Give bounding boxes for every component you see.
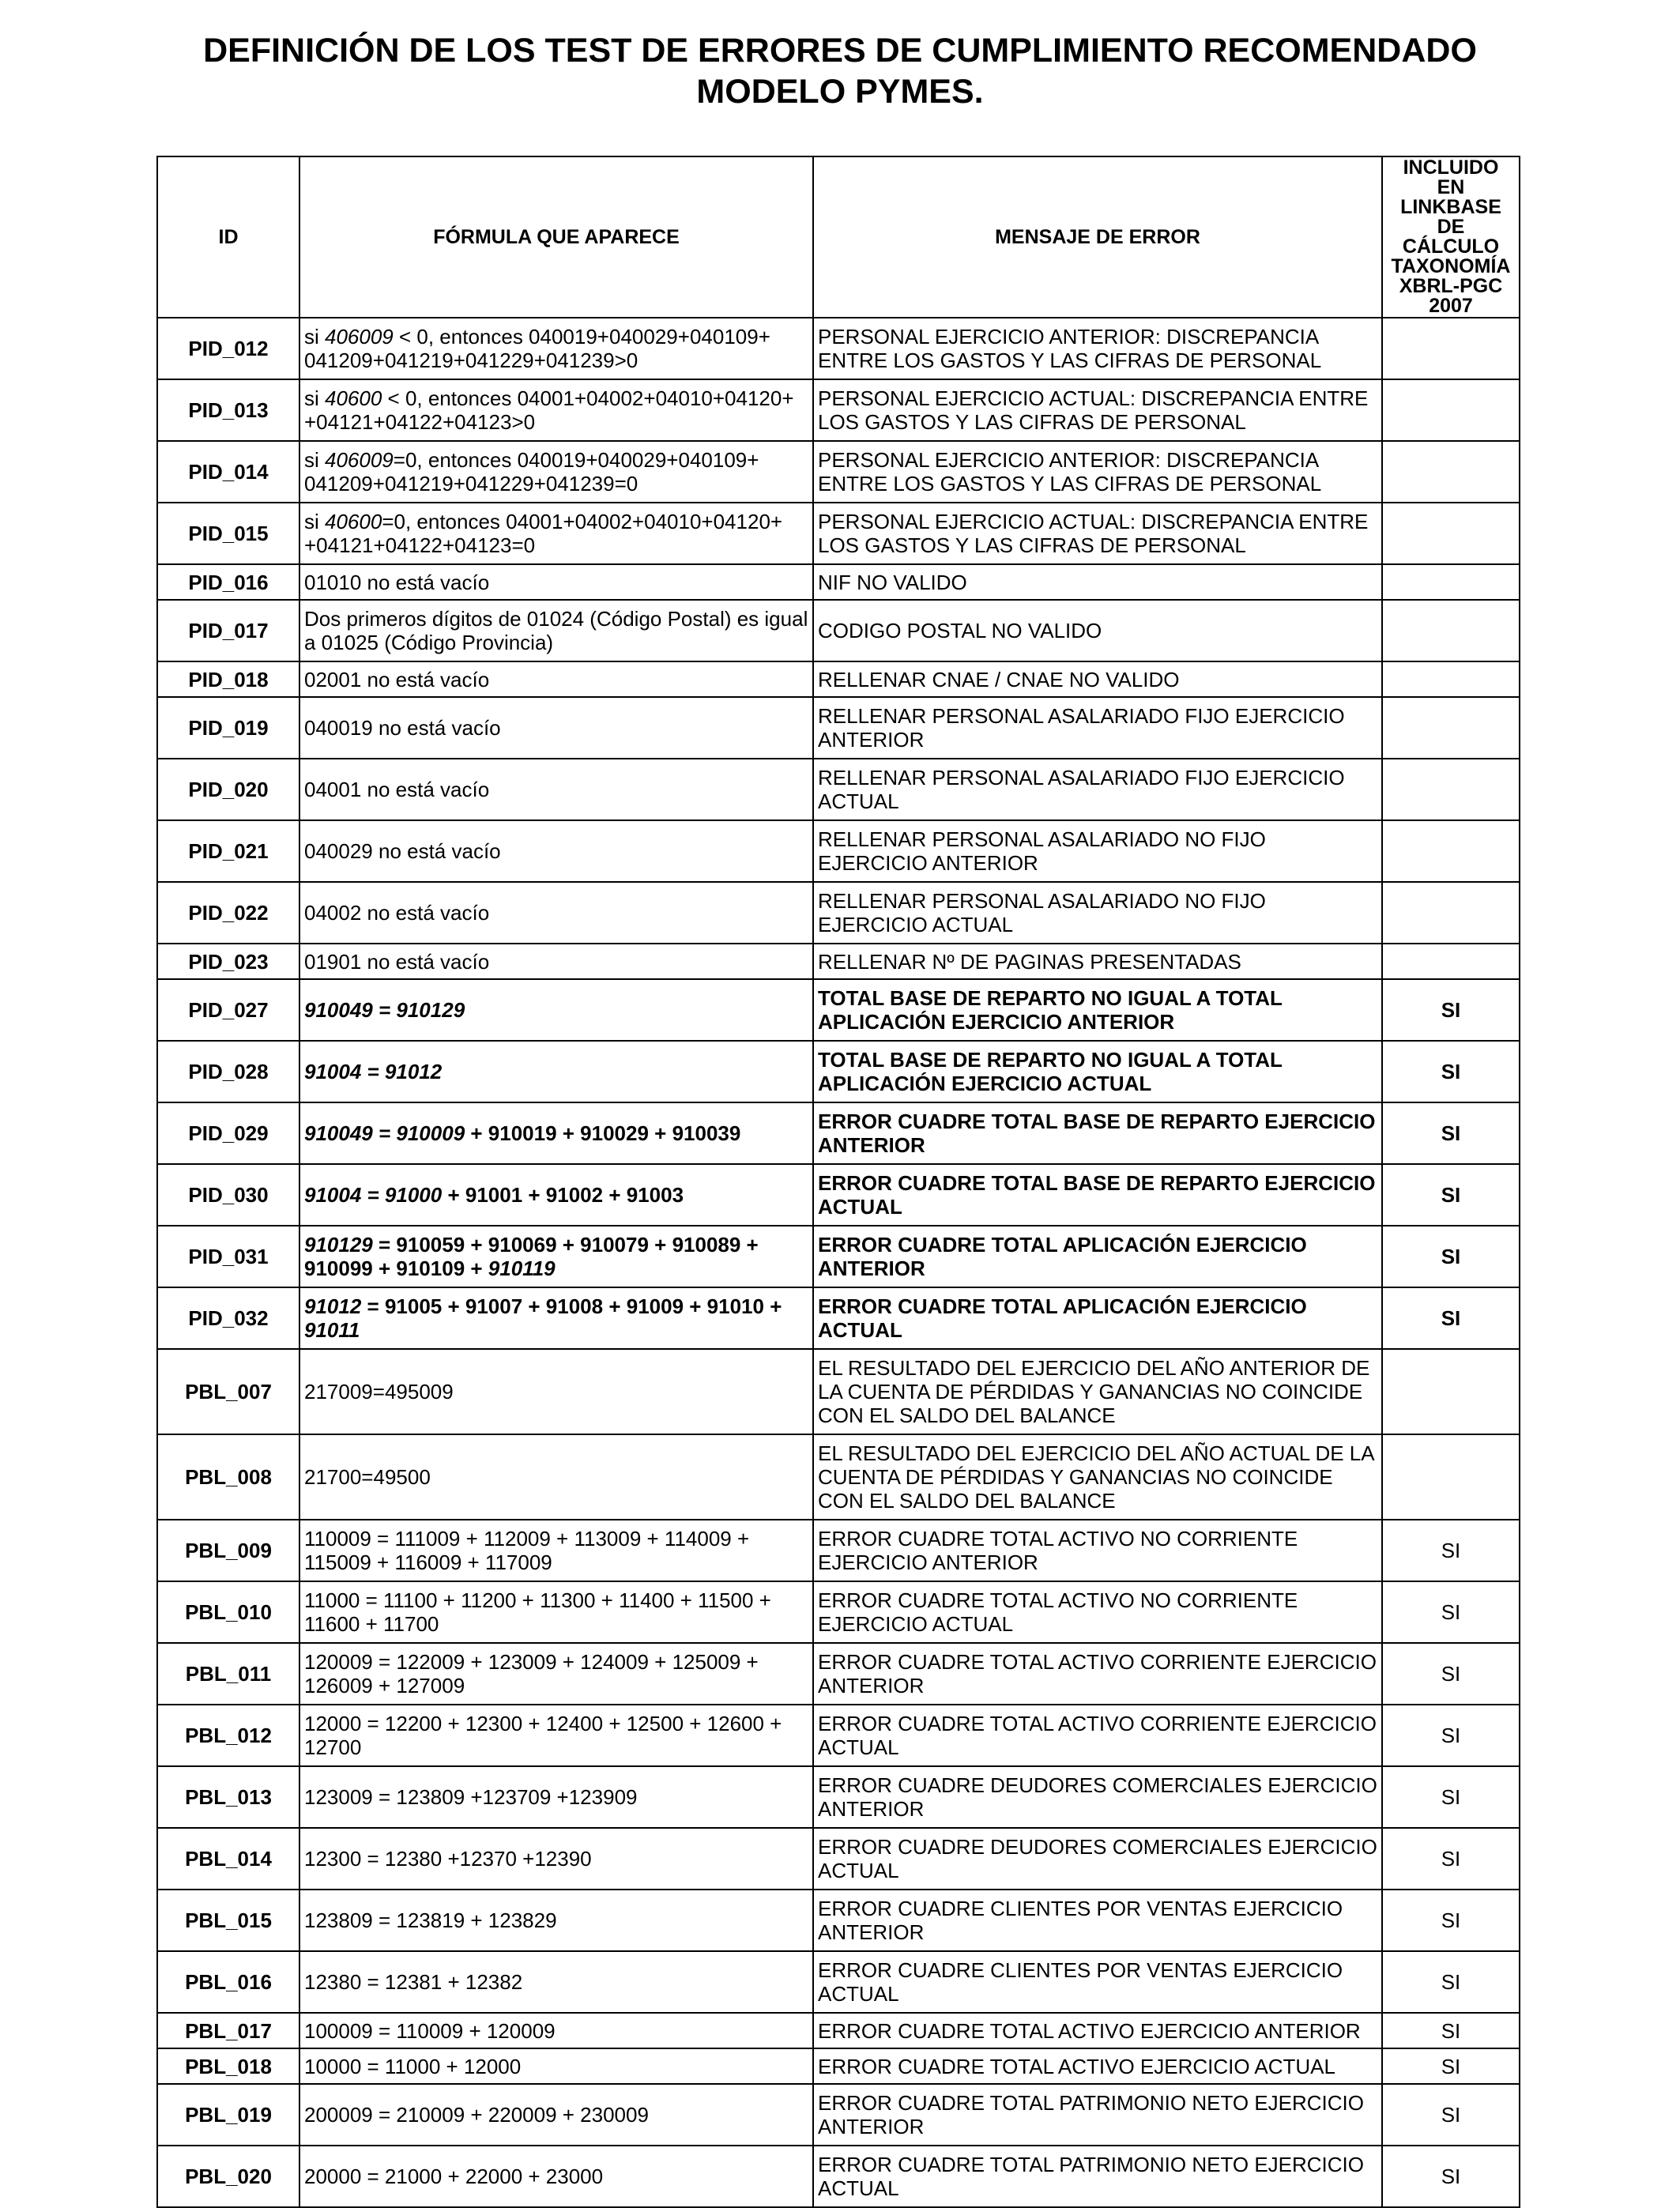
cell-id: PID_023	[157, 944, 299, 979]
cell-id: PBL_008	[157, 1434, 299, 1520]
header-incluido-line: CÁLCULO	[1402, 235, 1500, 258]
cell-mensaje: ERROR CUADRE TOTAL BASE DE REPARTO EJERCICIO ANTERIOR	[813, 1102, 1382, 1164]
error-tests-table	[156, 156, 1520, 2208]
formula-segment: 910049 = 910129	[304, 998, 465, 1022]
cell-incluido: SI	[1382, 1766, 1520, 1828]
cell-id: PID_027	[157, 979, 299, 1041]
cell-formula	[299, 944, 813, 979]
cell-formula	[299, 1226, 813, 1287]
cell-formula	[299, 2146, 813, 2207]
cell-formula	[299, 564, 813, 600]
table-row	[157, 1766, 1520, 1828]
cell-incluido	[1382, 600, 1520, 661]
cell-mensaje: ERROR CUADRE TOTAL APLICACIÓN EJERCICIO ANTERIOR	[813, 1226, 1382, 1287]
cell-mensaje: ERROR CUADRE TOTAL PATRIMONIO NETO EJERCICIO ANTERIOR	[813, 2084, 1382, 2146]
table-row	[157, 441, 1520, 503]
table-row	[157, 759, 1520, 820]
header-id: ID	[157, 156, 299, 318]
cell-mensaje: CODIGO POSTAL NO VALIDO	[813, 600, 1382, 661]
header-incluido-line: TAXONOMÍA	[1391, 255, 1511, 277]
table-row	[157, 661, 1520, 697]
formula-segment: 217009=495009	[304, 1380, 454, 1404]
cell-formula	[299, 1828, 813, 1890]
cell-incluido	[1382, 820, 1520, 882]
cell-mensaje: ERROR CUADRE TOTAL APLICACIÓN EJERCICIO ACTUAL	[813, 1287, 1382, 1349]
formula-segment: 12300 = 12380 +12370 +12390	[304, 1847, 592, 1871]
table-row	[157, 1434, 1520, 1520]
cell-id: PBL_017	[157, 2013, 299, 2048]
cell-formula	[299, 1581, 813, 1643]
cell-formula	[299, 2048, 813, 2084]
cell-id: PBL_019	[157, 2084, 299, 2146]
cell-id: PBL_015	[157, 1890, 299, 1951]
cell-formula	[299, 1434, 813, 1520]
cell-id: PID_031	[157, 1226, 299, 1287]
header-incluido-line: LINKBASE DE	[1400, 196, 1501, 238]
table-row	[157, 2013, 1520, 2048]
formula-segment: si	[304, 510, 325, 533]
formula-segment: 100009 = 110009 + 120009	[304, 2018, 556, 2043]
formula-segment: = 910059 + 910069 + 910079 + 910089 + 910099 + 910109 +	[304, 1233, 759, 1280]
cell-mensaje: EL RESULTADO DEL EJERCICIO DEL AÑO ANTERIOR DE LA CUENTA DE PÉRDIDAS Y GANANCIAS NO COINCIDE CON EL SALDO DEL BALANCE	[813, 1349, 1382, 1434]
cell-incluido: SI	[1382, 1951, 1520, 2013]
cell-incluido: SI	[1382, 1828, 1520, 1890]
cell-incluido: SI	[1382, 1705, 1520, 1766]
cell-id: PID_020	[157, 759, 299, 820]
table-row	[157, 503, 1520, 564]
formula-segment: si	[304, 386, 325, 410]
cell-id: PBL_009	[157, 1520, 299, 1581]
cell-mensaje: ERROR CUADRE DEUDORES COMERCIALES EJERCICIO ANTERIOR	[813, 1766, 1382, 1828]
cell-incluido: SI	[1382, 1041, 1520, 1102]
cell-mensaje: RELLENAR PERSONAL ASALARIADO FIJO EJERCICIO ANTERIOR	[813, 697, 1382, 759]
formula-segment: 120009 = 122009 + 123009 + 124009 + 125009 + 126009 + 127009	[304, 1650, 759, 1697]
cell-incluido: SI	[1382, 2084, 1520, 2146]
cell-formula	[299, 600, 813, 661]
cell-formula	[299, 1705, 813, 1766]
header-formula: FÓRMULA QUE APARECE	[299, 156, 813, 318]
cell-mensaje: RELLENAR PERSONAL ASALARIADO NO FIJO EJERCICIO ANTERIOR	[813, 820, 1382, 882]
cell-mensaje: ERROR CUADRE TOTAL BASE DE REPARTO EJERCICIO ACTUAL	[813, 1164, 1382, 1226]
table-row	[157, 1581, 1520, 1643]
formula-segment: 91004 = 91012	[304, 1060, 443, 1083]
formula-segment: 11000 = 11100 + 11200 + 11300 + 11400 + 11500 + 11600 + 11700	[304, 1588, 771, 1636]
cell-mensaje: NIF NO VALIDO	[813, 564, 1382, 600]
formula-segment: 40600	[325, 386, 382, 410]
cell-incluido: SI	[1382, 1520, 1520, 1581]
formula-segment: 110009 = 111009 + 112009 + 113009 + 114009 + 115009 + 116009 + 117009	[304, 1527, 750, 1574]
cell-incluido	[1382, 318, 1520, 379]
page-title-line-2: MODELO PYMES.	[696, 73, 984, 111]
cell-formula	[299, 882, 813, 944]
cell-incluido: SI	[1382, 979, 1520, 1041]
table-row	[157, 600, 1520, 661]
table-row	[157, 1164, 1520, 1226]
cell-mensaje: PERSONAL EJERCICIO ANTERIOR: DISCREPANCIA ENTRE LOS GASTOS Y LAS CIFRAS DE PERSONAL	[813, 318, 1382, 379]
table-row	[157, 1705, 1520, 1766]
formula-segment: 12380 = 12381 + 12382	[304, 1970, 523, 1994]
cell-formula	[299, 661, 813, 697]
cell-formula	[299, 1890, 813, 1951]
table-row	[157, 1102, 1520, 1164]
cell-incluido	[1382, 564, 1520, 600]
cell-incluido	[1382, 441, 1520, 503]
table-row	[157, 944, 1520, 979]
cell-incluido: SI	[1382, 1226, 1520, 1287]
page-title	[0, 30, 1680, 112]
cell-incluido	[1382, 944, 1520, 979]
cell-formula	[299, 2084, 813, 2146]
formula-segment: si	[304, 448, 325, 472]
cell-mensaje: ERROR CUADRE CLIENTES POR VENTAS EJERCICIO ACTUAL	[813, 1951, 1382, 2013]
formula-segment: si	[304, 325, 325, 349]
formula-segment: 040029 no está vacío	[304, 839, 501, 863]
formula-segment: 91012	[304, 1294, 362, 1318]
table-row	[157, 2048, 1520, 2084]
page-title-line-1: DEFINICIÓN DE LOS TEST DE ERRORES DE CUMPLIMIENTO RECOMENDADO	[203, 32, 1477, 70]
cell-id: PBL_020	[157, 2146, 299, 2207]
formula-segment: < 0, entonces 040019+040029+040109+ 041209+041219+041229+041239>0	[304, 325, 770, 372]
formula-segment: 91004 = 91000	[304, 1183, 443, 1207]
cell-incluido	[1382, 1349, 1520, 1434]
formula-segment: 02001 no está vacío	[304, 667, 490, 691]
cell-mensaje: ERROR CUADRE TOTAL ACTIVO CORRIENTE EJERCICIO ANTERIOR	[813, 1643, 1382, 1705]
cell-id: PID_018	[157, 661, 299, 697]
cell-formula	[299, 503, 813, 564]
formula-segment: 910119	[488, 1257, 556, 1280]
cell-formula	[299, 2013, 813, 2048]
cell-mensaje: PERSONAL EJERCICIO ACTUAL: DISCREPANCIA ENTRE LOS GASTOS Y LAS CIFRAS DE PERSONAL	[813, 503, 1382, 564]
cell-mensaje: PERSONAL EJERCICIO ANTERIOR: DISCREPANCIA ENTRE LOS GASTOS Y LAS CIFRAS DE PERSONAL	[813, 441, 1382, 503]
table-row	[157, 1951, 1520, 2013]
cell-id: PBL_012	[157, 1705, 299, 1766]
formula-segment: 40600	[325, 510, 382, 533]
cell-formula	[299, 441, 813, 503]
cell-formula	[299, 379, 813, 441]
cell-formula	[299, 820, 813, 882]
cell-incluido	[1382, 882, 1520, 944]
cell-incluido: SI	[1382, 1164, 1520, 1226]
cell-formula	[299, 759, 813, 820]
formula-segment: 12000 = 12200 + 12300 + 12400 + 12500 + 12600 + 12700	[304, 1712, 782, 1759]
cell-incluido: SI	[1382, 2013, 1520, 2048]
formula-segment: 01901 no está vacío	[304, 949, 490, 974]
formula-segment: 200009 = 210009 + 220009 + 230009	[304, 2103, 649, 2127]
cell-id: PID_019	[157, 697, 299, 759]
cell-mensaje: ERROR CUADRE CLIENTES POR VENTAS EJERCICIO ANTERIOR	[813, 1890, 1382, 1951]
cell-id: PID_013	[157, 379, 299, 441]
cell-id: PID_014	[157, 441, 299, 503]
formula-segment: = 91005 + 91007 + 91008 + 91009 + 91010 +	[361, 1294, 782, 1318]
formula-segment: =0, entonces 04001+04002+04010+04120+ +04121+04122+04123=0	[304, 510, 783, 557]
cell-id: PBL_014	[157, 1828, 299, 1890]
formula-segment: + 91001 + 91002 + 91003	[442, 1183, 684, 1207]
cell-formula	[299, 1041, 813, 1102]
table-row	[157, 564, 1520, 600]
cell-mensaje: TOTAL BASE DE REPARTO NO IGUAL A TOTAL APLICACIÓN EJERCICIO ANTERIOR	[813, 979, 1382, 1041]
cell-id: PID_016	[157, 564, 299, 600]
formula-segment: 910129	[304, 1233, 373, 1257]
formula-segment: 123809 = 123819 + 123829	[304, 1908, 557, 1932]
cell-incluido	[1382, 503, 1520, 564]
table-row	[157, 820, 1520, 882]
cell-id: PBL_013	[157, 1766, 299, 1828]
cell-formula	[299, 1164, 813, 1226]
cell-formula	[299, 1102, 813, 1164]
formula-segment: < 0, entonces 04001+04002+04010+04120+ +04121+04122+04123>0	[304, 386, 794, 434]
table-row	[157, 697, 1520, 759]
formula-segment: =0, entonces 040019+040029+040109+ 041209+041219+041229+041239=0	[304, 448, 759, 495]
cell-id: PID_030	[157, 1164, 299, 1226]
cell-id: PID_032	[157, 1287, 299, 1349]
cell-formula	[299, 1349, 813, 1434]
cell-mensaje: ERROR CUADRE TOTAL ACTIVO EJERCICIO ACTUAL	[813, 2048, 1382, 2084]
table-row	[157, 1643, 1520, 1705]
cell-id: PBL_010	[157, 1581, 299, 1643]
cell-incluido	[1382, 697, 1520, 759]
formula-segment: 01010 no está vacío	[304, 570, 490, 594]
table-header-row	[157, 156, 1520, 318]
cell-mensaje: TOTAL BASE DE REPARTO NO IGUAL A TOTAL APLICACIÓN EJERCICIO ACTUAL	[813, 1041, 1382, 1102]
formula-segment: + 910019 + 910029 + 910039	[465, 1121, 741, 1145]
table-row	[157, 1828, 1520, 1890]
cell-mensaje: ERROR CUADRE TOTAL ACTIVO NO CORRIENTE EJERCICIO ANTERIOR	[813, 1520, 1382, 1581]
cell-formula	[299, 1643, 813, 1705]
cell-id: PID_021	[157, 820, 299, 882]
header-incluido-line: INCLUIDO EN	[1403, 156, 1499, 198]
table-body	[157, 318, 1520, 2207]
cell-id: PID_029	[157, 1102, 299, 1164]
table-row	[157, 979, 1520, 1041]
formula-segment: 04002 no está vacío	[304, 901, 490, 925]
cell-incluido: SI	[1382, 2146, 1520, 2207]
cell-id: PID_012	[157, 318, 299, 379]
cell-incluido: SI	[1382, 1102, 1520, 1164]
cell-mensaje: RELLENAR CNAE / CNAE NO VALIDO	[813, 661, 1382, 697]
cell-id: PID_017	[157, 600, 299, 661]
cell-mensaje: ERROR CUADRE TOTAL ACTIVO NO CORRIENTE EJERCICIO ACTUAL	[813, 1581, 1382, 1643]
cell-incluido: SI	[1382, 2048, 1520, 2084]
formula-segment: Dos primeros dígitos de 01024 (Código Postal) es igual a 01025 (Código Provincia)	[304, 607, 808, 654]
cell-mensaje: ERROR CUADRE TOTAL ACTIVO EJERCICIO ANTERIOR	[813, 2013, 1382, 2048]
cell-incluido	[1382, 379, 1520, 441]
table-row	[157, 2084, 1520, 2146]
cell-id: PID_028	[157, 1041, 299, 1102]
cell-formula	[299, 318, 813, 379]
cell-mensaje: ERROR CUADRE DEUDORES COMERCIALES EJERCICIO ACTUAL	[813, 1828, 1382, 1890]
table-row	[157, 318, 1520, 379]
formula-segment: 04001 no está vacío	[304, 778, 490, 801]
table-row	[157, 1349, 1520, 1434]
cell-mensaje: RELLENAR PERSONAL ASALARIADO FIJO EJERCICIO ACTUAL	[813, 759, 1382, 820]
cell-incluido: SI	[1382, 1581, 1520, 1643]
cell-mensaje: RELLENAR PERSONAL ASALARIADO NO FIJO EJERCICIO ACTUAL	[813, 882, 1382, 944]
cell-id: PBL_007	[157, 1349, 299, 1434]
cell-formula	[299, 1766, 813, 1828]
formula-segment: 910049 = 910009	[304, 1121, 465, 1145]
table-row	[157, 1287, 1520, 1349]
cell-formula	[299, 1287, 813, 1349]
cell-mensaje: EL RESULTADO DEL EJERCICIO DEL AÑO ACTUAL DE LA CUENTA DE PÉRDIDAS Y GANANCIAS NO COINCIDE CON EL SALDO DEL BALANCE	[813, 1434, 1382, 1520]
cell-id: PID_015	[157, 503, 299, 564]
header-incluido-line: XBRL-PGC 2007	[1399, 275, 1503, 317]
formula-segment: 406009	[325, 448, 394, 472]
formula-segment: 040019 no está vacío	[304, 716, 501, 740]
cell-formula	[299, 979, 813, 1041]
cell-mensaje: RELLENAR Nº DE PAGINAS PRESENTADAS	[813, 944, 1382, 979]
header-mensaje: MENSAJE DE ERROR	[813, 156, 1382, 318]
formula-segment: 21700=49500	[304, 1465, 431, 1489]
table-row	[157, 1226, 1520, 1287]
header-incluido	[1382, 156, 1520, 318]
table-row	[157, 1041, 1520, 1102]
table-row	[157, 1890, 1520, 1951]
cell-incluido	[1382, 1434, 1520, 1520]
formula-segment: 20000 = 21000 + 22000 + 23000	[304, 2165, 604, 2188]
table-row	[157, 882, 1520, 944]
formula-segment: 10000 = 11000 + 12000	[304, 2054, 522, 2078]
formula-segment: 123009 = 123809 +123709 +123909	[304, 1785, 638, 1809]
cell-formula	[299, 1951, 813, 2013]
cell-id: PBL_011	[157, 1643, 299, 1705]
cell-id: PID_022	[157, 882, 299, 944]
cell-id: PBL_016	[157, 1951, 299, 2013]
cell-incluido: SI	[1382, 1890, 1520, 1951]
cell-id: PBL_018	[157, 2048, 299, 2084]
cell-formula	[299, 1520, 813, 1581]
table-row	[157, 2146, 1520, 2207]
cell-incluido	[1382, 759, 1520, 820]
table-row	[157, 1520, 1520, 1581]
table-row	[157, 379, 1520, 441]
cell-incluido: SI	[1382, 1287, 1520, 1349]
formula-segment: 406009	[325, 325, 394, 349]
cell-incluido: SI	[1382, 1643, 1520, 1705]
cell-mensaje: PERSONAL EJERCICIO ACTUAL: DISCREPANCIA ENTRE LOS GASTOS Y LAS CIFRAS DE PERSONAL	[813, 379, 1382, 441]
formula-segment: 91011	[304, 1318, 360, 1342]
cell-incluido	[1382, 661, 1520, 697]
cell-mensaje: ERROR CUADRE TOTAL PATRIMONIO NETO EJERCICIO ACTUAL	[813, 2146, 1382, 2207]
cell-mensaje: ERROR CUADRE TOTAL ACTIVO CORRIENTE EJERCICIO ACTUAL	[813, 1705, 1382, 1766]
cell-formula	[299, 697, 813, 759]
